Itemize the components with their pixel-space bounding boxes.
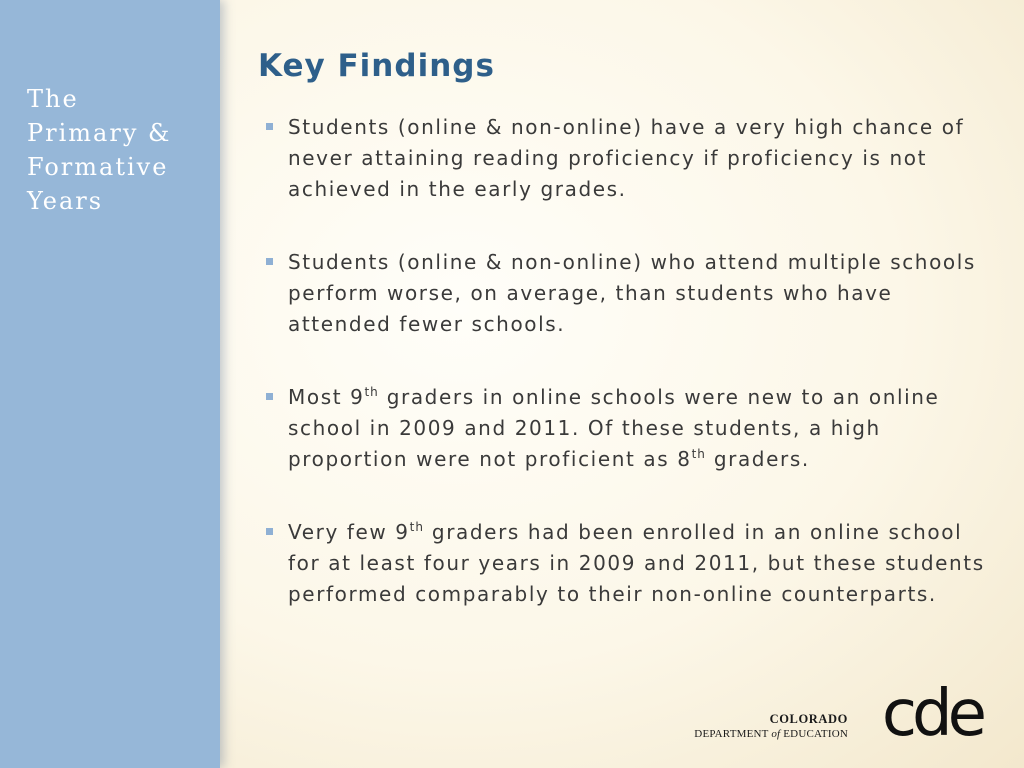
finding-item [258,517,988,610]
finding-text: Most 9 [288,385,365,409]
finding-item [258,382,988,475]
finding-text: graders in online schools were new to an online school in 2009 and 2011. Of these students, a high proportion were not proficient as 8 [288,385,940,471]
square-bullet-icon [266,528,273,535]
finding-text: Very few 9 [288,520,410,544]
cde-logo [690,677,990,751]
ordinal-suffix: th [364,385,379,399]
square-bullet-icon [266,258,273,265]
section-title-line: Years [27,187,104,215]
finding-item [258,247,988,340]
square-bullet-icon [266,393,273,400]
finding-text: graders had been enrolled in an online school for at least four years in 2009 and 2011, but these students performed comparably to their non-online counterparts. [288,520,985,606]
ordinal-suffix: th [691,447,706,461]
logo-mark: cde [881,677,982,751]
finding-item [258,112,988,205]
logo-department: DEPARTMENT of EDUCATION [694,728,848,740]
section-title-line: The [27,85,79,113]
sidebar-panel [0,0,220,768]
ordinal-suffix: th [409,520,424,534]
section-title-line: Primary & [27,119,172,147]
square-bullet-icon [266,123,273,130]
finding-text: graders. [705,447,810,471]
finding-text: Students (online & non-online) have a very high chance of never attaining reading proficiency if proficiency is not achieved in the early grades. [288,115,965,201]
logo-wordmark [694,712,848,740]
page-title: Key Findings [258,48,495,84]
logo-state: COLORADO [769,712,848,726]
section-title-line: Formative [27,153,169,181]
section-title [27,82,217,218]
findings-list [258,112,988,652]
finding-text: Students (online & non-online) who attend multiple schools perform worse, on average, than students who have attended fewer schools. [288,250,976,336]
